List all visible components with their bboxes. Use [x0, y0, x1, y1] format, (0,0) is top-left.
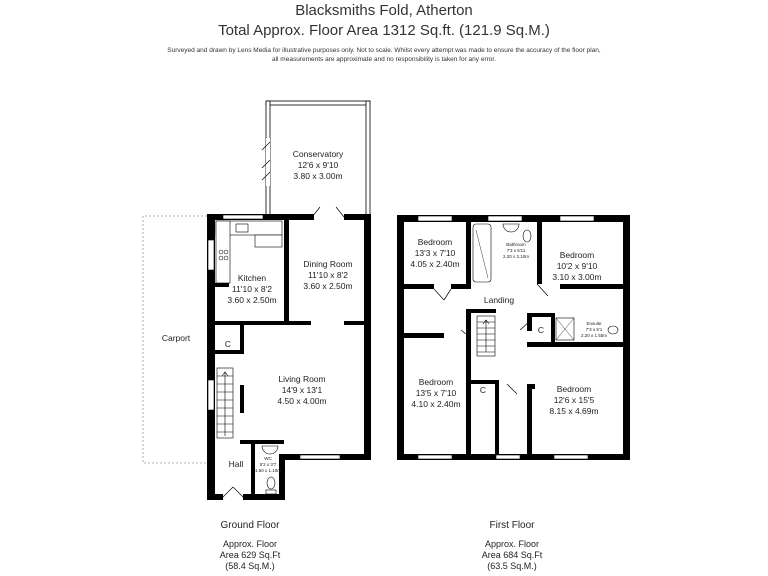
- ground-floor-heading: Ground Floor: [220, 520, 280, 531]
- disclaimer-line-1: Surveyed and drawn by Lens Media for illustrative purposes only. Not to scale. Whilst every attempt was made to ensure the accuracy of the floor plan,: [167, 47, 601, 54]
- dim-bedroom-bottom-left-metric: 4.10 x 2.40m: [411, 399, 461, 409]
- first-floor-plan: [397, 215, 630, 460]
- label-carport: Carport: [161, 333, 191, 343]
- label-bedroom-top-right: Bedroom: [559, 250, 595, 260]
- ground-floor-caption: [190, 520, 310, 572]
- label-kitchen: Kitchen: [237, 273, 267, 283]
- dim-bedroom-bottom-left-imperial: 13'5 x 7'10: [415, 388, 457, 398]
- label-dining-room: Dining Room: [303, 259, 353, 269]
- toilet-icon-bathroom: [523, 230, 531, 242]
- label-bedroom-bottom-right: Bedroom: [556, 384, 592, 394]
- dim-bathroom-imperial: 7'3 x 6'11: [506, 248, 526, 253]
- ground-floor-stairs: [217, 368, 233, 438]
- first-floor-area-line-2: Area 684 Sq.Ft: [481, 550, 543, 560]
- basin-icon-bathroom: [503, 224, 519, 232]
- dim-ensuite-metric: 2.20 x 1.55m: [580, 333, 608, 338]
- dim-dining-metric: 3.60 x 2.50m: [303, 281, 353, 291]
- dim-bedroom-top-right-metric: 3.10 x 3.00m: [552, 272, 602, 282]
- dim-wc-metric: 1.60 x 1.10m: [254, 468, 282, 473]
- ground-floor-area-line-3: (58.4 Sq.M.): [225, 561, 275, 571]
- label-living-room: Living Room: [278, 374, 326, 384]
- dim-wc-imperial: 5'2 x 3'7: [259, 462, 277, 467]
- label-bedroom-top-left: Bedroom: [417, 237, 453, 247]
- basin-icon: [262, 446, 278, 454]
- dim-bedroom-bottom-right-metric: 8.15 x 4.69m: [549, 406, 599, 416]
- toilet-icon-ensuite: [608, 326, 618, 334]
- dim-bedroom-top-left-imperial: 13'3 x 7'10: [414, 248, 456, 258]
- ground-floor-plan: [143, 101, 371, 500]
- first-floor-area-line-3: (63.5 Sq.M.): [487, 561, 537, 571]
- bathroom-fittings: [473, 224, 531, 282]
- dim-conservatory-metric: 3.80 x 3.00m: [293, 171, 343, 181]
- dim-bedroom-top-right-imperial: 10'2 x 9'10: [556, 261, 598, 271]
- dim-living-imperial: 14'9 x 13'1: [281, 385, 323, 395]
- ground-floor-area-line-1: Approx. Floor: [222, 539, 278, 549]
- dim-ensuite-imperial: 7'3 x 5'1: [585, 327, 603, 332]
- dim-bedroom-bottom-right-imperial: 12'6 x 15'5: [553, 395, 595, 405]
- label-bathroom: Bathroom: [506, 242, 526, 247]
- label-wc: WC: [264, 456, 272, 461]
- label-landing: Landing: [483, 295, 515, 305]
- label-cupboard-mid: C: [479, 385, 487, 395]
- property-address: Blacksmiths Fold, Atherton: [295, 2, 473, 19]
- dim-kitchen-metric: 3.60 x 2.50m: [227, 295, 277, 305]
- label-ensuite: Ensuite: [586, 321, 602, 326]
- label-bedroom-bottom-left: Bedroom: [418, 377, 454, 387]
- ground-floor-walls: [207, 214, 371, 500]
- dim-living-metric: 4.50 x 4.00m: [277, 396, 327, 406]
- first-floor-stairs: [477, 316, 495, 356]
- dim-kitchen-imperial: 11'10 x 8'2: [232, 284, 272, 294]
- toilet-icon: [267, 477, 275, 489]
- label-cupboard-right: C: [537, 325, 545, 335]
- bath-icon: [473, 224, 491, 282]
- dim-bedroom-top-left-metric: 4.05 x 2.40m: [410, 259, 460, 269]
- dim-conservatory-imperial: 12'6 x 9'10: [297, 160, 339, 170]
- label-hall: Hall: [228, 459, 244, 469]
- total-floor-area: Total Approx. Floor Area 1312 Sq.ft. (121.9 Sq.M.): [218, 22, 550, 39]
- dim-bathroom-metric: 2.20 x 2.10m: [502, 254, 530, 259]
- first-floor-caption: [452, 520, 572, 572]
- first-floor-heading: First Floor: [489, 520, 535, 531]
- dim-dining-imperial: 11'10 x 8'2: [308, 270, 348, 280]
- first-floor-area-line-1: Approx. Floor: [484, 539, 540, 549]
- label-cupboard-ground: C: [224, 339, 232, 349]
- label-conservatory: Conservatory: [292, 149, 344, 159]
- ground-floor-area-line-2: Area 629 Sq.Ft: [219, 550, 281, 560]
- disclaimer-line-2: all measurements are approximate and no responsibility is taken for any error.: [272, 56, 496, 63]
